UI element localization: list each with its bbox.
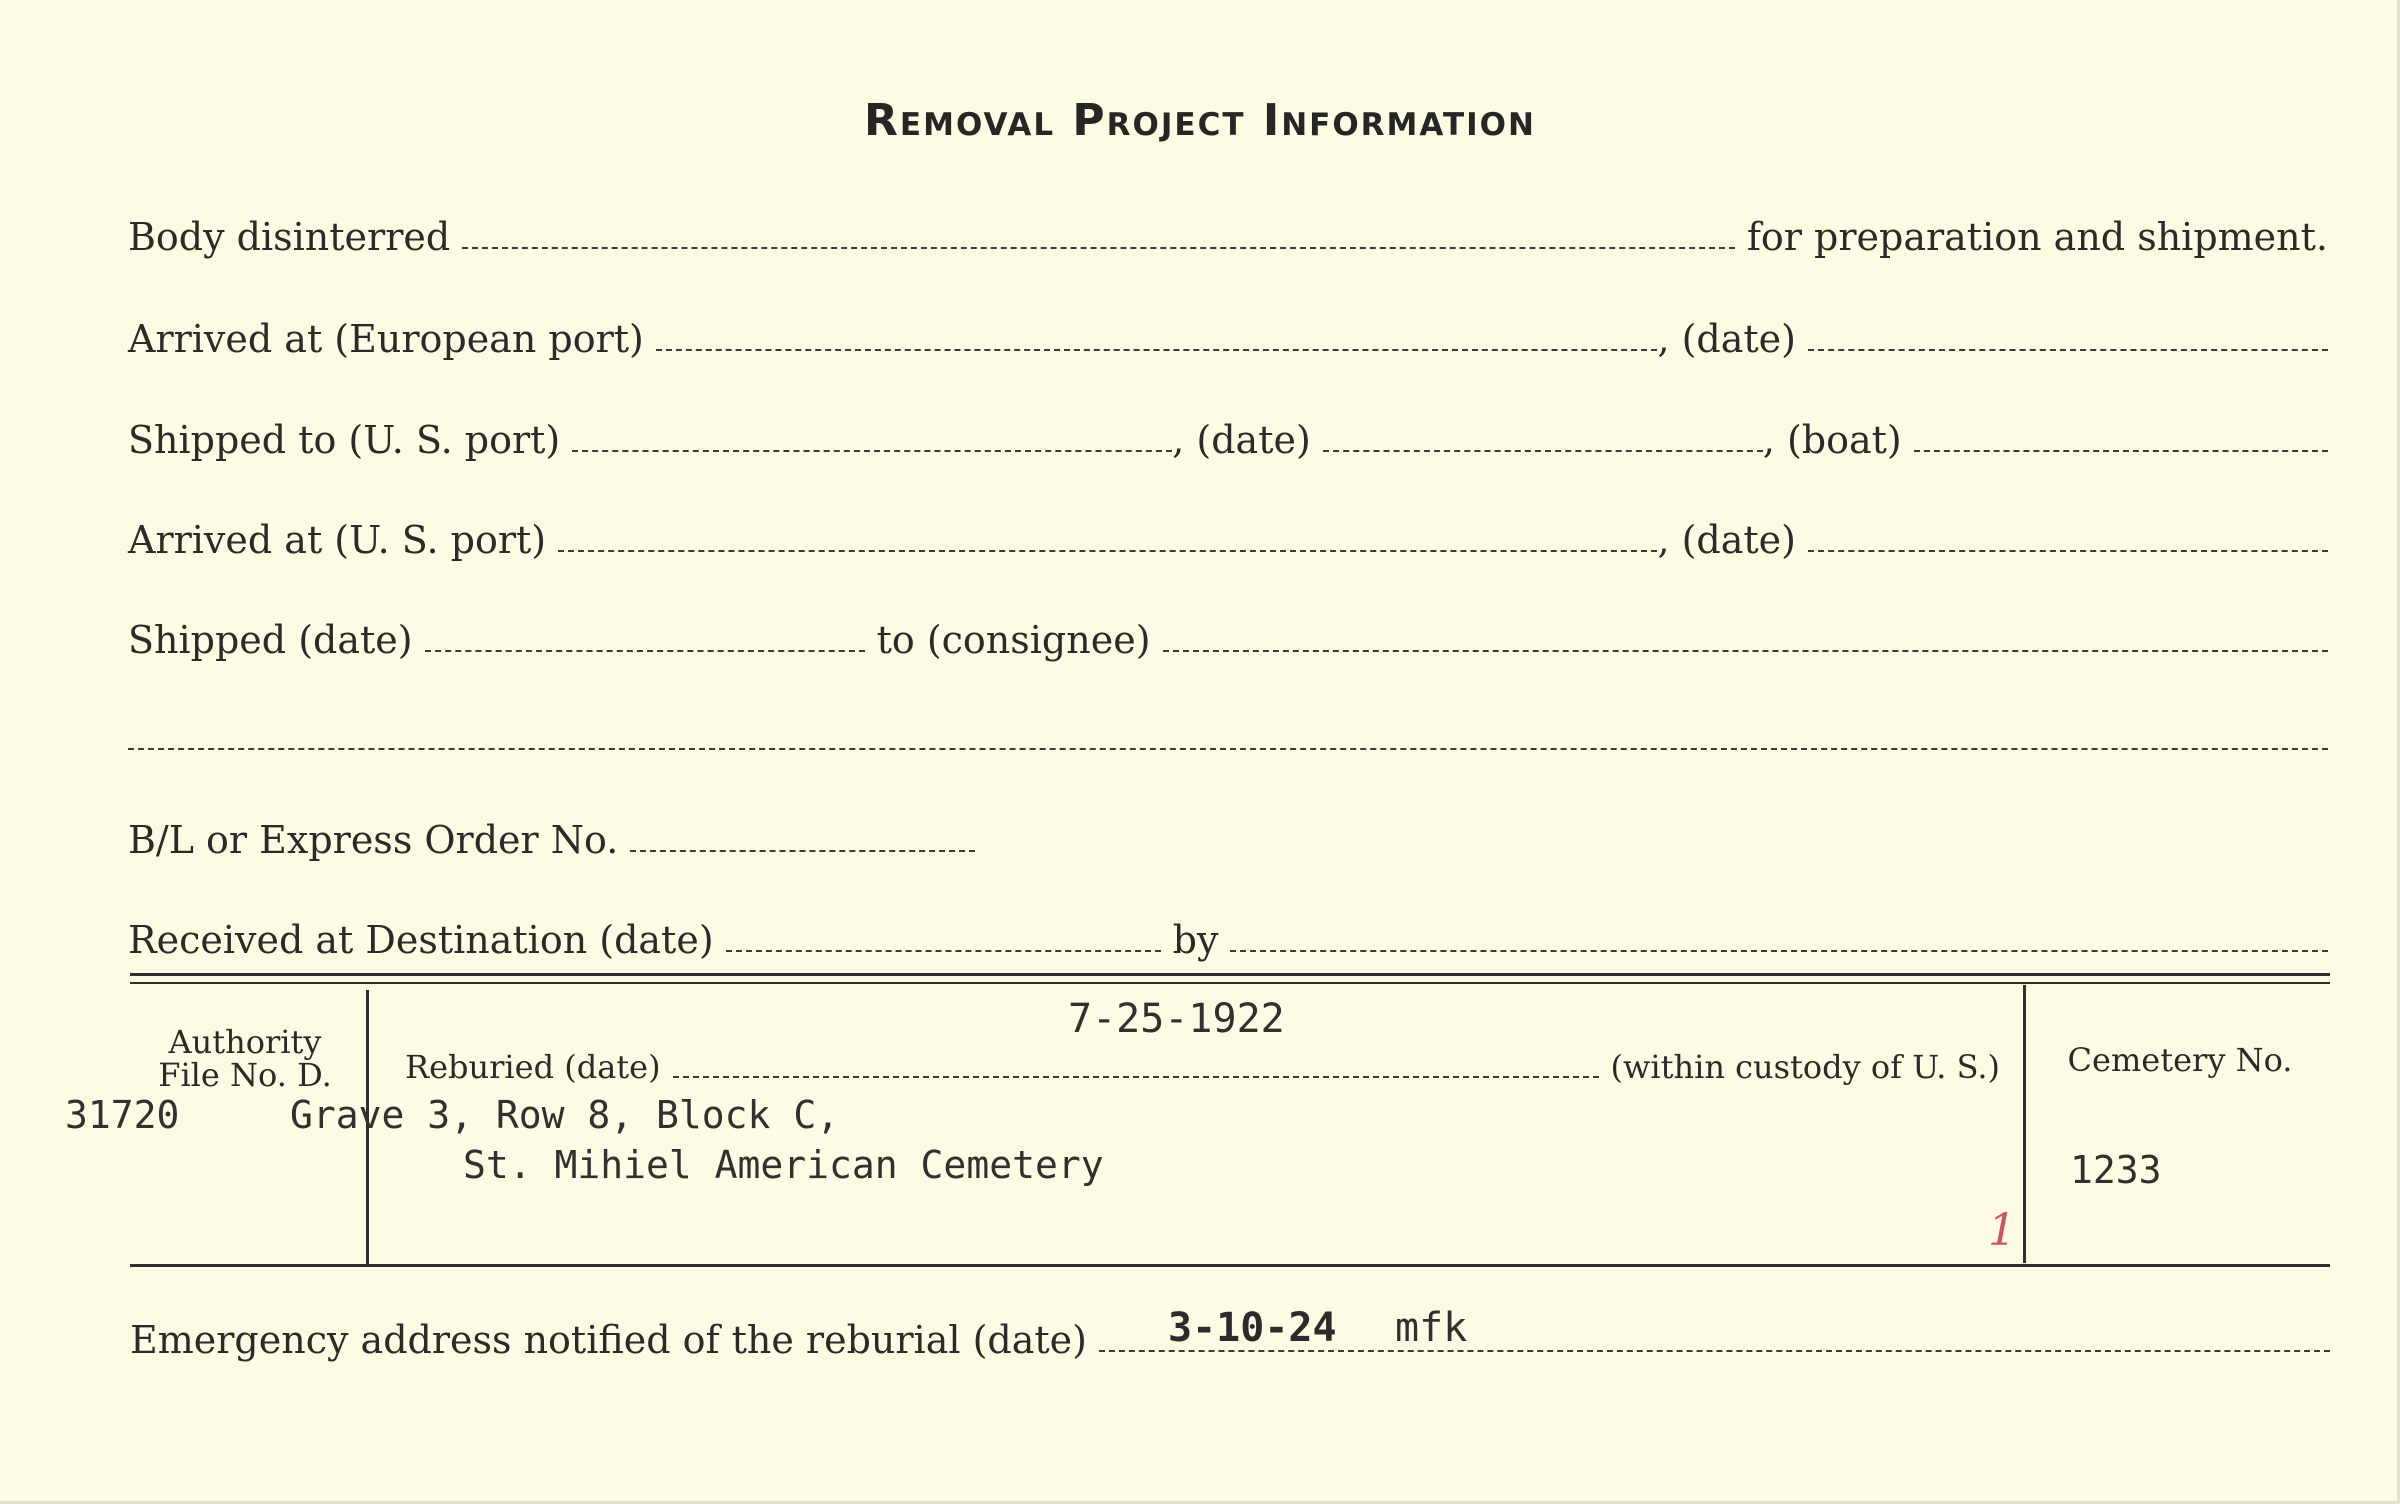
grave-location-line2: St. Mihiel American Cemetery bbox=[463, 1143, 1104, 1187]
arrived-us-date-field bbox=[1808, 550, 2328, 552]
emergency-date-value: 3-10-24 bbox=[1168, 1305, 1337, 1351]
consignee-field bbox=[1163, 650, 2328, 652]
shipped-date-label-2: Shipped (date) bbox=[128, 618, 413, 662]
row-body-disinterred bbox=[128, 215, 2328, 259]
reburied-date-value: 7-25-1922 bbox=[1068, 996, 1285, 1042]
custody-label: (within custody of U. S.) bbox=[1610, 1048, 2000, 1086]
bl-order-label: B/L or Express Order No. bbox=[128, 818, 619, 862]
shipped-date-field bbox=[1323, 450, 1763, 452]
arrived-us-label: Arrived at (U. S. port) bbox=[128, 518, 547, 562]
shipped-date-label: , (date) bbox=[1172, 418, 1311, 462]
arrived-european-date-label: , (date) bbox=[1657, 317, 1796, 361]
body-disinterred-field bbox=[462, 247, 1735, 249]
arrived-european-date-field bbox=[1808, 349, 2328, 351]
boat-label: , (boat) bbox=[1762, 418, 1902, 462]
row-received-destination bbox=[128, 918, 2328, 962]
row-shipped-consignee bbox=[128, 618, 2328, 662]
by-label: by bbox=[1172, 918, 1219, 962]
bl-order-field bbox=[630, 850, 975, 852]
boat-field bbox=[1914, 450, 2328, 452]
row-reburied bbox=[405, 1048, 2000, 1086]
cemetery-no-label: Cemetery No. bbox=[2067, 1041, 2293, 1079]
arrived-us-field bbox=[558, 550, 1657, 552]
cemetery-divider bbox=[2023, 985, 2026, 1263]
bottom-rule bbox=[130, 1264, 2330, 1267]
file-no-label: File No. D. bbox=[158, 1056, 332, 1094]
shipped-date-field-2 bbox=[425, 650, 865, 652]
body-disinterred-label: Body disinterred bbox=[128, 215, 451, 259]
consignee-label: to (consignee) bbox=[876, 618, 1151, 662]
arrived-european-field bbox=[656, 349, 1658, 351]
preparation-label: for preparation and shipment. bbox=[1746, 215, 2328, 259]
shipped-us-label: Shipped to (U. S. port) bbox=[128, 418, 561, 462]
row-shipped-us bbox=[128, 418, 2328, 462]
arrived-us-date-label: , (date) bbox=[1657, 518, 1796, 562]
emergency-label: Emergency address notified of the reburial (date) bbox=[130, 1318, 1087, 1362]
row-bl-order bbox=[128, 818, 1128, 862]
blank-field bbox=[128, 748, 2328, 750]
double-rule-top bbox=[130, 973, 2330, 976]
received-destination-label: Received at Destination (date) bbox=[128, 918, 714, 962]
file-no-value: 31720 bbox=[65, 1093, 180, 1137]
red-pencil-mark: 1 bbox=[1988, 1205, 2016, 1256]
cemetery-no-value: 1233 bbox=[2070, 1148, 2162, 1192]
row-arrived-european bbox=[128, 317, 2328, 361]
by-field bbox=[1230, 950, 2328, 952]
reburied-label: Reburied (date) bbox=[405, 1048, 661, 1086]
double-rule-bottom bbox=[130, 982, 2330, 984]
emergency-initials: mfk bbox=[1395, 1305, 1468, 1351]
grave-location-line1: Grave 3, Row 8, Block C, bbox=[290, 1093, 840, 1137]
shipped-us-field bbox=[572, 450, 1172, 452]
row-blank bbox=[128, 720, 2328, 760]
reburied-field bbox=[673, 1076, 1599, 1078]
row-arrived-us bbox=[128, 518, 2328, 562]
authority-label: Authority bbox=[168, 1023, 322, 1061]
card-title: Removal Project Information bbox=[864, 95, 1536, 146]
arrived-european-label: Arrived at (European port) bbox=[128, 317, 644, 361]
received-destination-field bbox=[726, 950, 1161, 952]
